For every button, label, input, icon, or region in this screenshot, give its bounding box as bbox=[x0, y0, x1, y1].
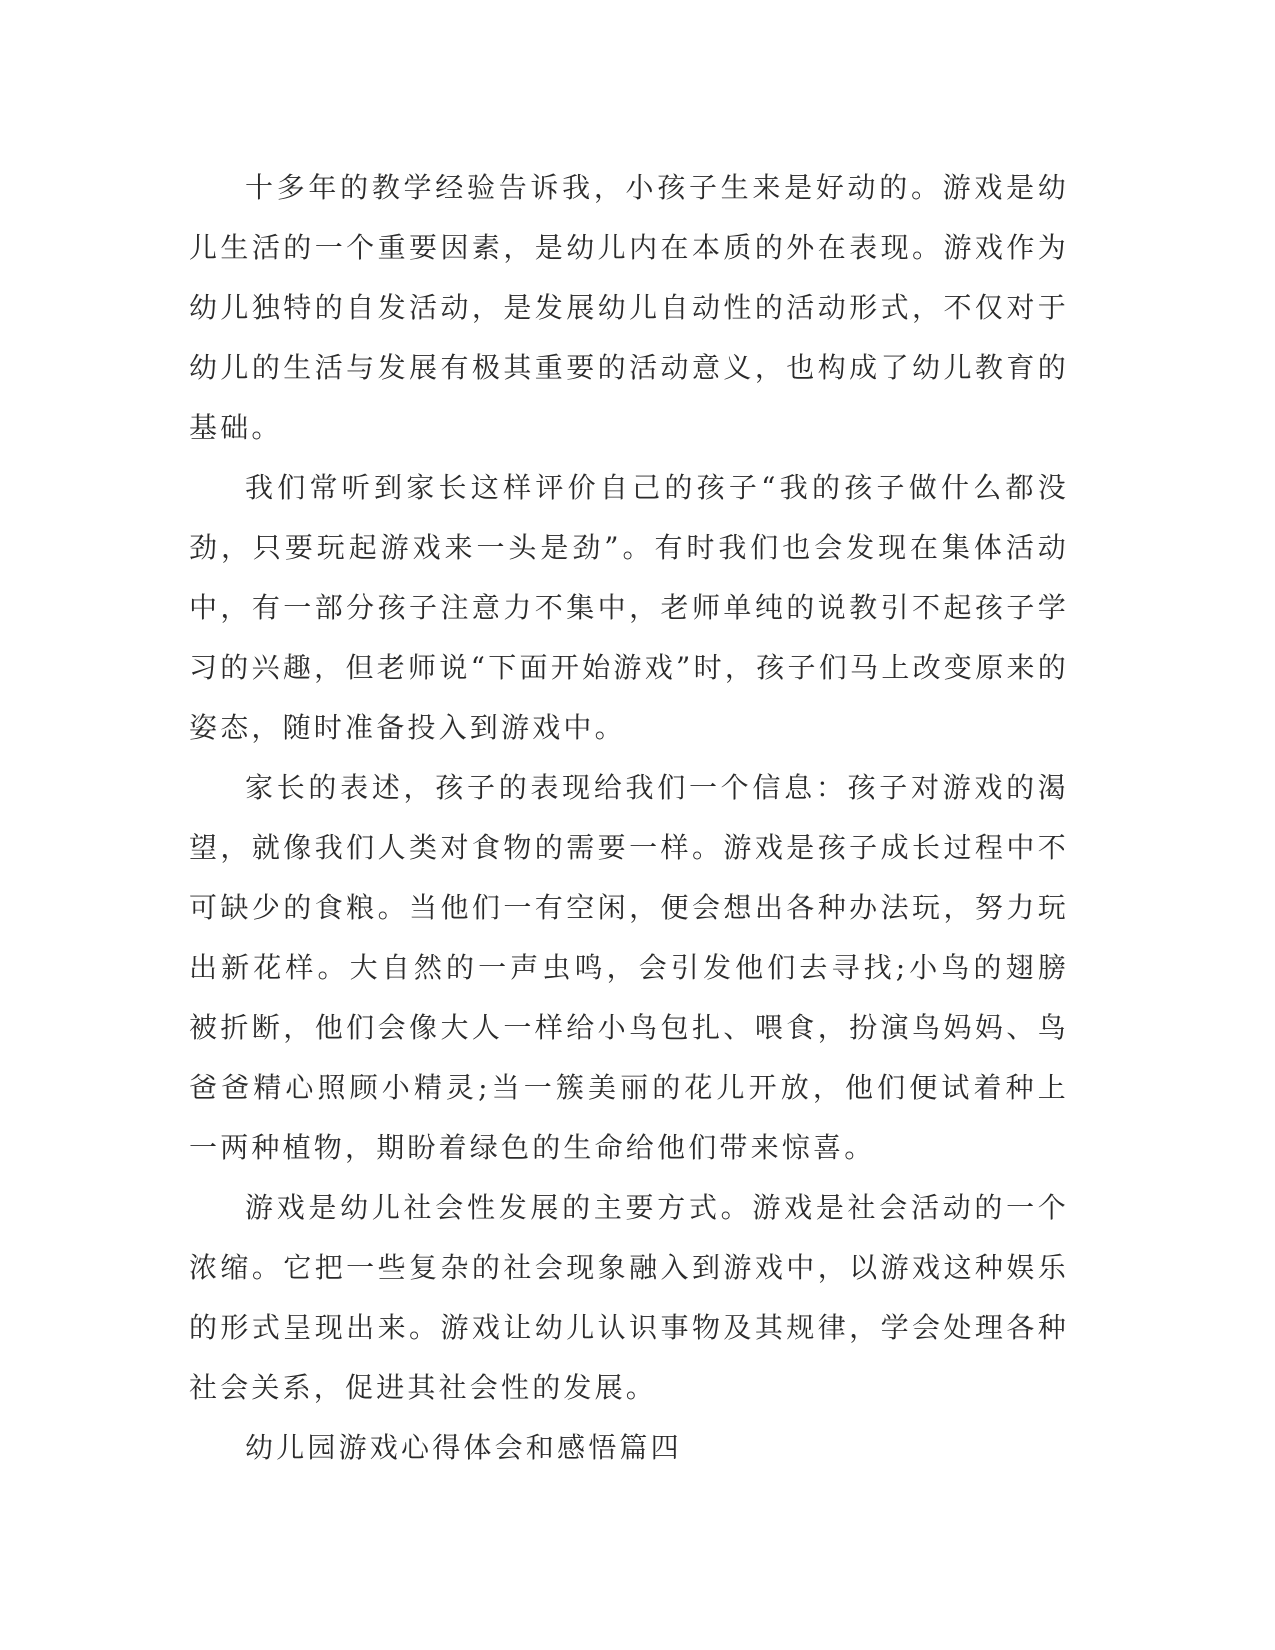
paragraph-2: 我们常听到家长这样评价自己的孩子“我的孩子做什么都没劲，只要玩起游戏来一头是劲”。有时我们也会发现在集体活动中，有一部分孩子注意力不集中，老师单纯的说教引不起孩子学习的兴趣，但老师说“下面开始游戏”时，孩子们马上改变原来的姿态，随时准备投入到游戏中。 bbox=[189, 471, 1069, 744]
paragraph-1: 十多年的教学经验告诉我，小孩子生来是好动的。游戏是幼儿生活的一个重要因素，是幼儿内在本质的外在表现。游戏作为幼儿独特的自发活动，是发展幼儿自动性的活动形式，不仅对于幼儿的生活与发展有极其重要的活动意义，也构成了幼儿教育的基础。 bbox=[189, 171, 1069, 444]
paragraph-4: 游戏是幼儿社会性发展的主要方式。游戏是社会活动的一个浓缩。它把一些复杂的社会现象融入到游戏中，以游戏这种娱乐的形式呈现出来。游戏让幼儿认识事物及其规律，学会处理各种社会关系，促进其社会性的发展。 bbox=[189, 1191, 1069, 1404]
document-body bbox=[189, 158, 1069, 1478]
paragraph-3: 家长的表述，孩子的表现给我们一个信息：孩子对游戏的渴望，就像我们人类对食物的需要一样。游戏是孩子成长过程中不可缺少的食粮。当他们一有空闲，便会想出各种办法玩，努力玩出新花样。大自然的一声虫鸣，会引发他们去寻找;小鸟的翅膀被折断，他们会像大人一样给小鸟包扎、喂食，扮演鸟妈妈、鸟爸爸精心照顾小精灵;当一簇美丽的花儿开放，他们便试着种上一两种植物，期盼着绿色的生命给他们带来惊喜。 bbox=[189, 771, 1069, 1164]
section-heading: 幼儿园游戏心得体会和感悟篇四 bbox=[245, 1431, 682, 1464]
